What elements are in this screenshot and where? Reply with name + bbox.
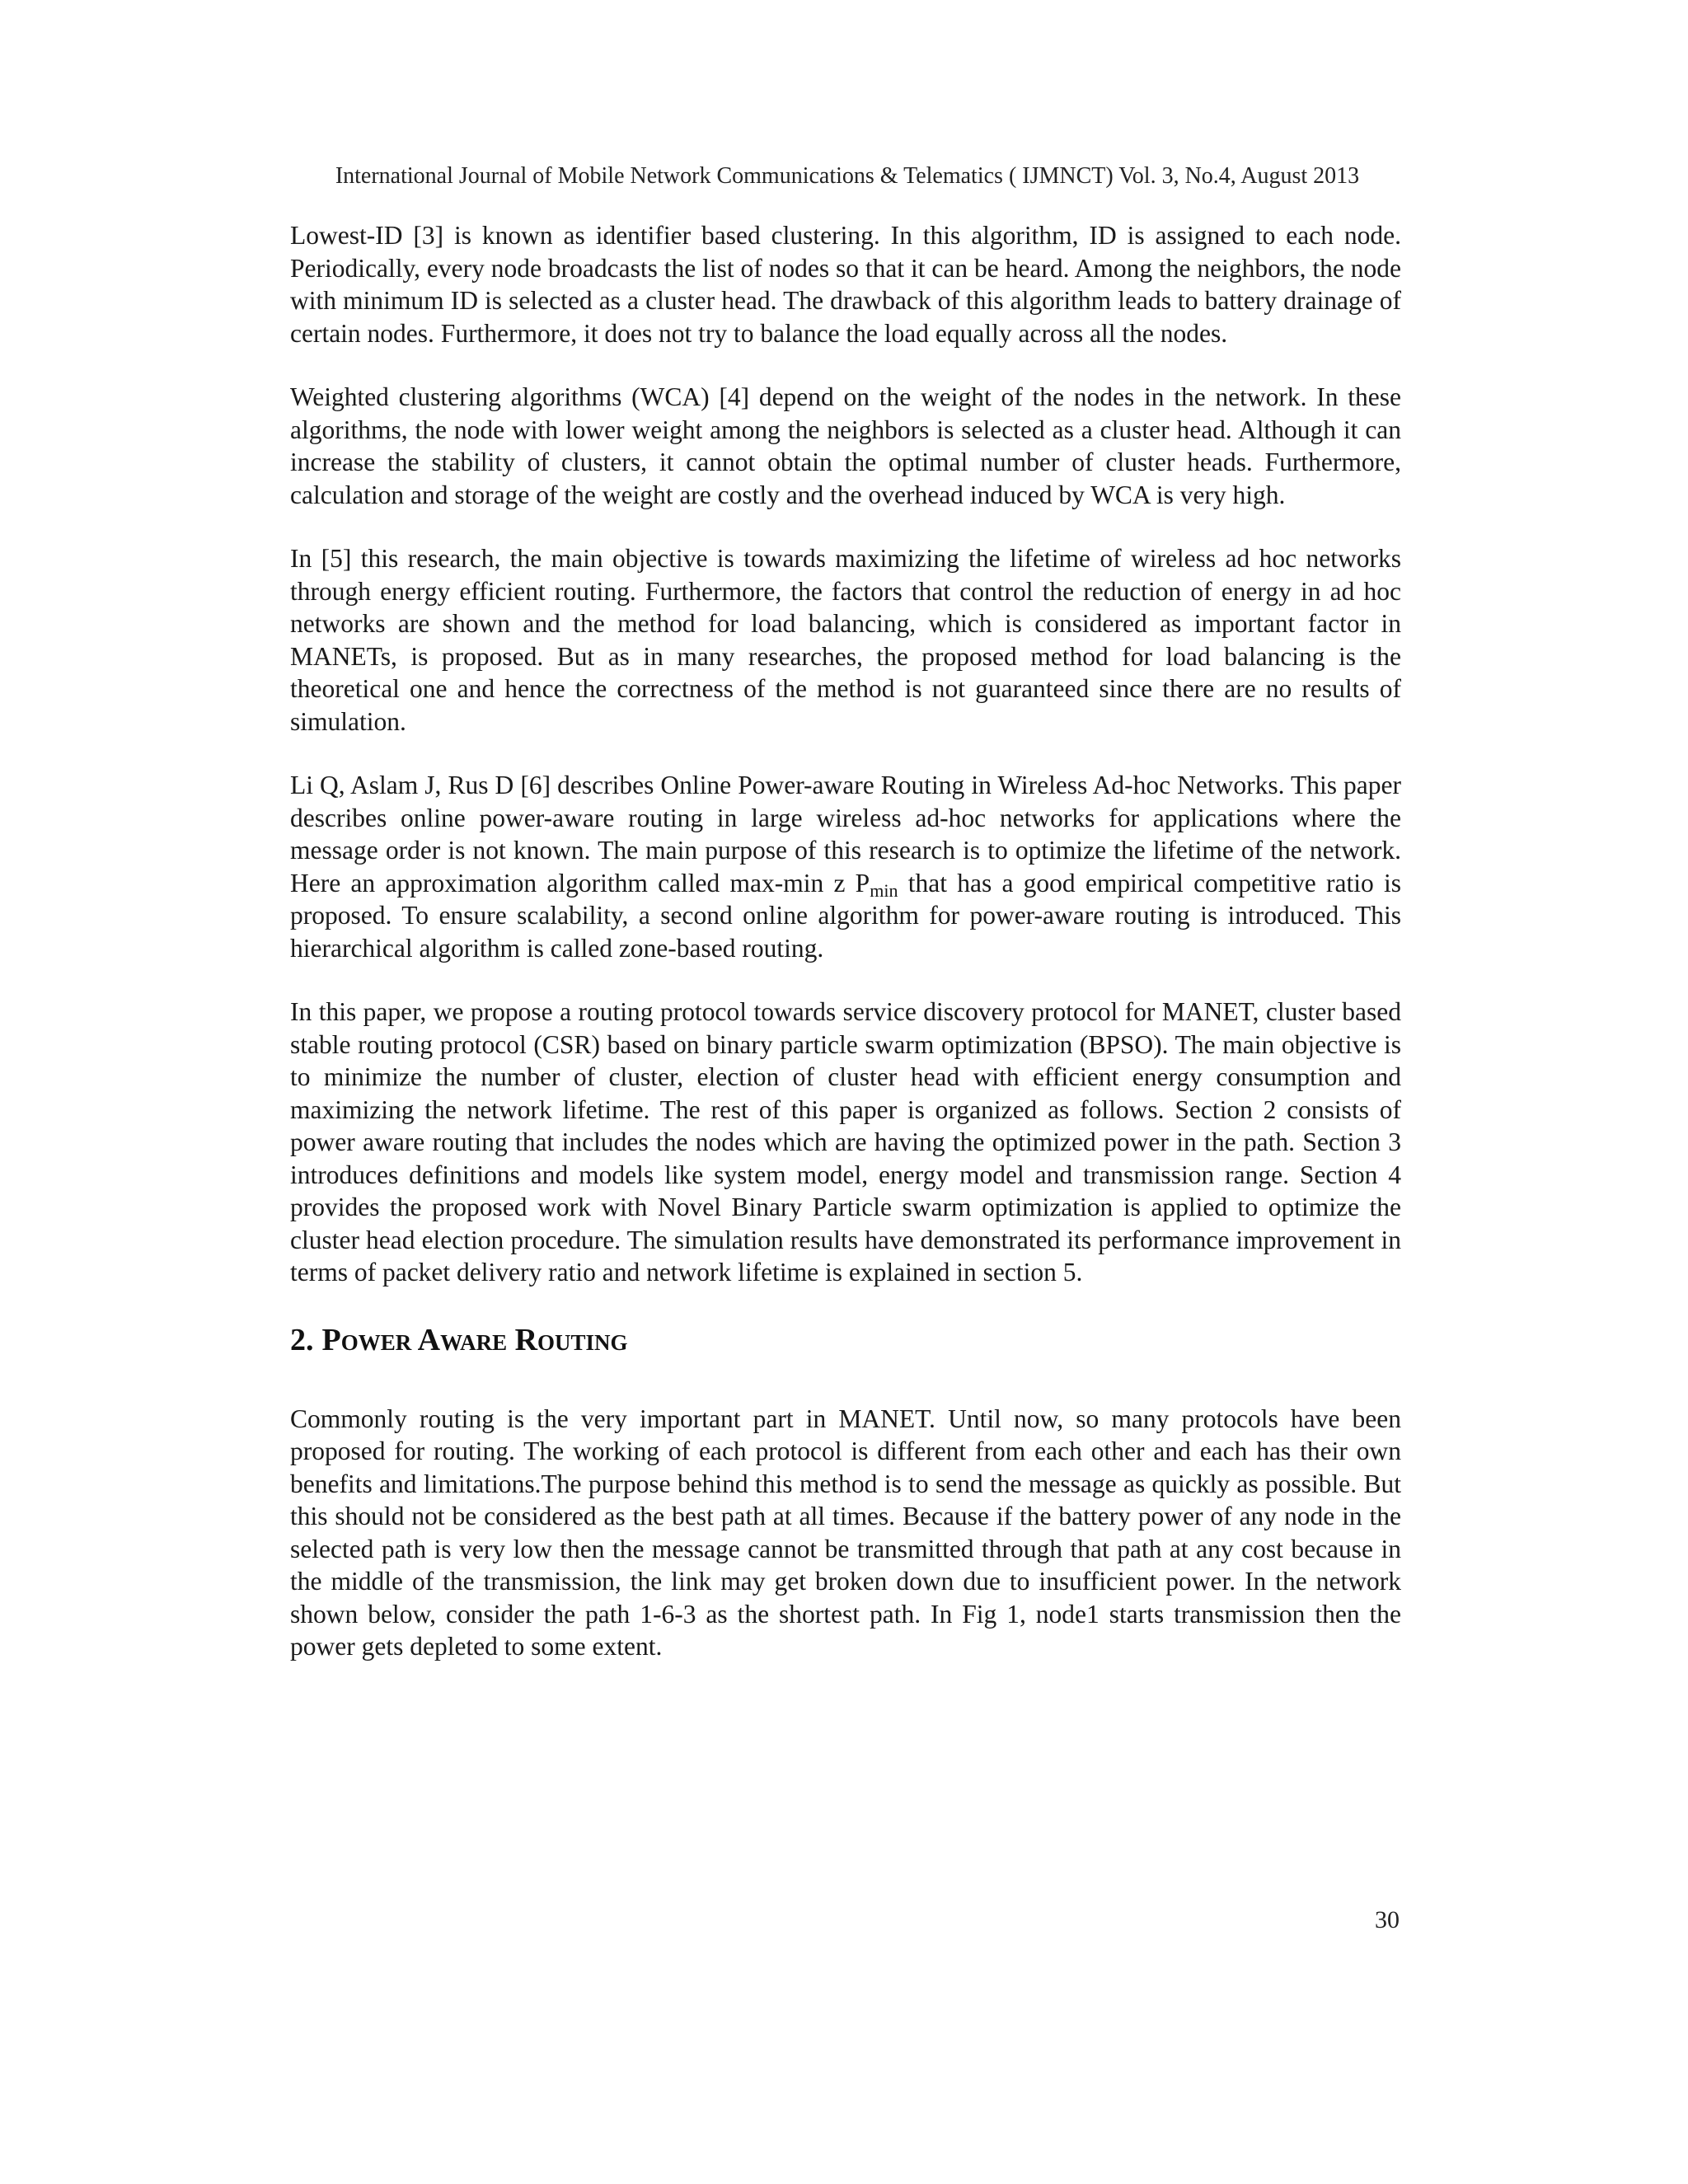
paragraph-power-aware-routing: Commonly routing is the very important part in MANET. Until now, so many protocols have been proposed for routing. The working of each protocol is different from each other and each has their own benefits and limitations.The purpose behind this method is to send the message as quickly as possible. But this should not be considered as the best path at all times. Because if the battery power of any node in the selected path is very low then the message cannot be transmitted through that path at any cost because in the middle of the transmission, the link may get broken down due to insufficient power. In the network shown below, consider the path 1-6-3 as the shortest path. In Fig 1, node1 starts transmission then the power gets depleted to some extent. — [290, 1404, 1401, 1661]
paragraph-text-part2: that has a good empirical competitive ratio is proposed. To ensure scalability, a second online algorithm for power-aware routing is introduced. This hierarchical algorithm is called zone-based routing. — [290, 868, 1401, 963]
paragraph-paper-overview: In this paper, we propose a routing protocol towards service discovery protocol for MANET, cluster based stable routing protocol (CSR) based on binary particle swarm optimization (BPSO). The main objective is to minimize the number of cluster, election of cluster head with efficient energy consumption and maximizing the network lifetime. The rest of this paper is organized as follows. Section 2 consists of power aware routing that includes the nodes which are having the optimized power in the path. Section 3 introduces definitions and models like system model, energy model and transmission range. Section 4 provides the proposed work with Novel Binary Particle swarm optimization is applied to optimize the cluster head election procedure. The simulation results have demonstrated its performance improvement in terms of packet delivery ratio and network lifetime is explained in section 5. — [290, 997, 1401, 1286]
subscript-min: min — [870, 879, 898, 901]
article-body — [290, 219, 1401, 1694]
paragraph-online-power-aware-routing — [290, 769, 1401, 964]
page-number: 30 — [1375, 1906, 1400, 1933]
paragraph-text-part1: Li Q, Aslam J, Rus D [6] describes Online Power-aware Routing in Wireless Ad-hoc Networks. This paper describes online power-aware routing in large wireless ad-hoc networks for applications where the message order is not known. The main purpose of this research is to optimize the lifetime of the network. Here an approximation algorithm called max-min z P — [290, 771, 1401, 898]
running-header: International Journal of Mobile Network Communications & Telematics ( IJMNCT) Vol. 3, No.4, August 2013 — [335, 163, 1360, 189]
paragraph-lowest-id: Lowest-ID [3] is known as identifier based clustering. In this algorithm, ID is assigned to each node. Periodically, every node broadcasts the list of nodes so that it can be heard. Among the neighbors, the node with minimum ID is selected as a cluster head. The drawback of this algorithm leads to battery drainage of certain nodes. Furthermore, it does not try to balance the load equally across all the nodes. — [290, 221, 1401, 348]
section-heading — [290, 1320, 1401, 1360]
paragraph-wca: Weighted clustering algorithms (WCA) [4] depend on the weight of the nodes in the network. In these algorithms, the node with lower weight among the neighbors is selected as a cluster head. Although it can increase the stability of clusters, it cannot obtain the optimal number of cluster heads. Furthermore, calculation and storage of the weight are costly and the overhead induced by WCA is very high. — [290, 382, 1401, 509]
paragraph-energy-efficient-routing: In [5] this research, the main objective is towards maximizing the lifetime of wireless ad hoc networks through energy efficient routing. Furthermore, the factors that control the reduction of energy in ad hoc networks are shown and the method for load balancing, which is considered as important factor in MANETs, is proposed. But as in many researches, the proposed method for load balancing is the theoretical one and hence the correctness of the method is not guaranteed since there are no results of simulation. — [290, 544, 1401, 736]
section-number: 2. — [290, 1322, 314, 1357]
section-title: Power Aware Routing — [321, 1322, 628, 1357]
